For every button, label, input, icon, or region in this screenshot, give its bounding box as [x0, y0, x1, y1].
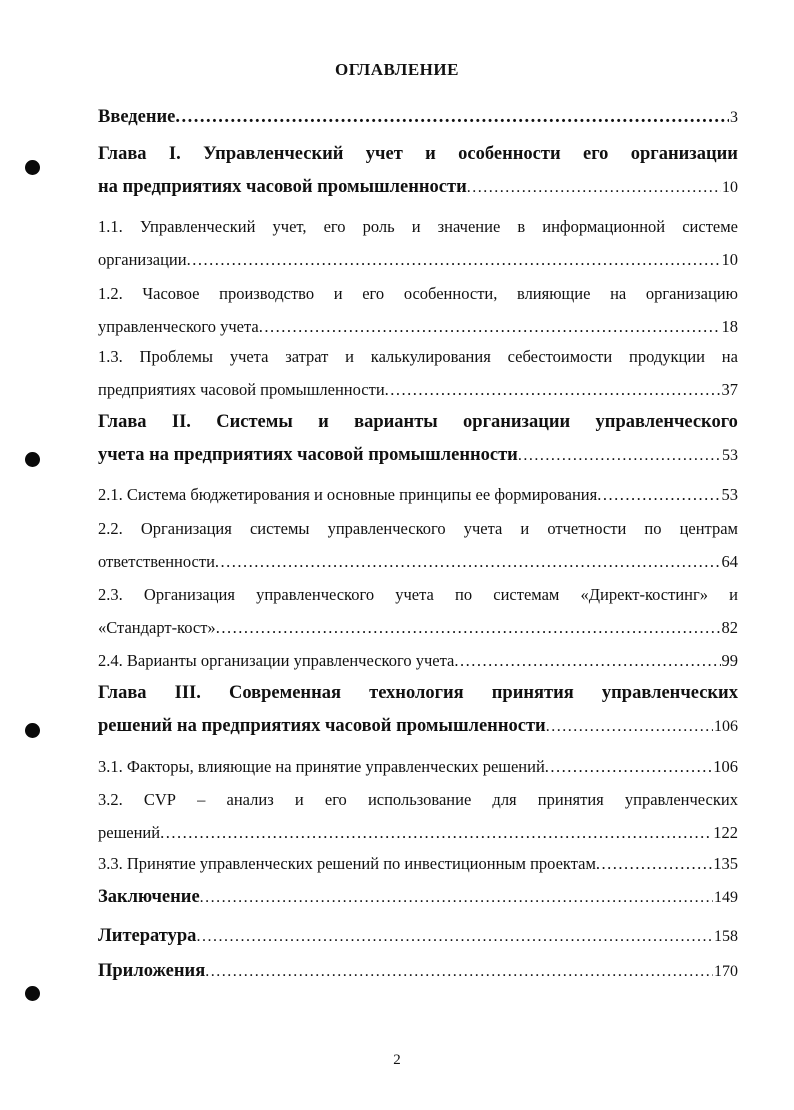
toc-entry-introduction — [98, 107, 738, 128]
lead-word: варианты — [354, 412, 438, 432]
lead-word: 1.2. — [98, 284, 123, 303]
lead-word: Проблемы — [139, 347, 214, 366]
entry-page: 135 — [713, 854, 738, 873]
lead-word: учета — [229, 347, 269, 366]
lead-word: 3.2. — [98, 790, 123, 809]
toc-line — [98, 716, 738, 737]
lead-word: затрат — [285, 347, 329, 366]
lead-word: управленческих — [601, 683, 738, 703]
toc-entry-section-1-1 — [98, 217, 738, 270]
lead-word: 2.3. — [98, 585, 123, 604]
entry-page: 149 — [714, 889, 738, 906]
leader-dots — [205, 963, 713, 981]
leader-dots — [597, 485, 720, 505]
lead-word: калькулирования — [370, 347, 491, 366]
lead-word: – — [197, 790, 206, 809]
lead-word: учет — [365, 144, 403, 164]
toc-entry-appendices — [98, 961, 738, 982]
toc-line — [98, 177, 738, 198]
lead-word: в — [517, 217, 526, 236]
lead-word: и — [294, 790, 304, 809]
entry-page: 106 — [713, 757, 738, 776]
lead-word: по — [455, 585, 473, 604]
leader-dots — [545, 757, 712, 777]
toc-line — [98, 887, 738, 908]
punch-hole — [25, 452, 40, 467]
entry-title: Литература — [98, 926, 197, 946]
entry-title: на предприятиях часовой промышленности — [98, 177, 467, 197]
page-number: 2 — [393, 1052, 401, 1068]
toc-entry-section-3-2 — [98, 790, 738, 843]
toc-line — [98, 618, 738, 638]
entry-page: 99 — [721, 651, 738, 670]
toc-line — [98, 651, 738, 671]
entry-title: 3.3. Принятие управленческих решений по инвестиционным проектам — [98, 854, 596, 873]
leader-dots — [216, 618, 721, 638]
lead-word: организации — [630, 144, 738, 164]
lead-word: управленческого — [327, 519, 446, 538]
lead-word: для — [492, 790, 517, 809]
entry-page: 170 — [714, 963, 738, 980]
lead-word: использование — [367, 790, 472, 809]
lead-word: организации — [463, 412, 571, 432]
toc-entry-chapter-3 — [98, 683, 738, 737]
entry-title: 2.4. Варианты организации управленческого учета — [98, 651, 455, 670]
lead-word: Современная — [228, 683, 342, 703]
lead-word: принятия — [491, 683, 574, 703]
lead-word: и — [425, 144, 436, 164]
entry-page: 64 — [721, 552, 738, 571]
toc-entry-chapter-1 — [98, 144, 738, 198]
toc-entry-section-2-4 — [98, 651, 738, 671]
lead-word: и — [729, 585, 738, 604]
toc-entry-section-1-3 — [98, 347, 738, 400]
leader-dots — [160, 823, 712, 843]
lead-word: производство — [219, 284, 315, 303]
toc-line — [98, 445, 738, 466]
lead-word: его — [362, 284, 385, 303]
leader-dots — [200, 889, 713, 907]
toc-entry-conclusion — [98, 887, 738, 908]
lead-word: влияющие — [517, 284, 591, 303]
lead-word: и — [318, 412, 329, 432]
entry-page: 37 — [721, 380, 738, 399]
lead-word: управленческого — [256, 585, 375, 604]
entry-title: Заключение — [98, 887, 200, 907]
entry-lead-line — [98, 284, 738, 304]
toc-line — [98, 317, 738, 337]
entry-lead-line — [98, 585, 738, 605]
lead-word: особенности, — [403, 284, 498, 303]
lead-word: центрам — [679, 519, 738, 538]
lead-word: CVP — [143, 790, 176, 809]
toc-line — [98, 757, 738, 777]
toc-line — [98, 485, 738, 505]
lead-word: управленческих — [624, 790, 738, 809]
lead-word: «Директ-костинг» — [580, 585, 708, 604]
entry-lead-line — [98, 412, 738, 433]
entry-title: ответственности — [98, 552, 215, 571]
lead-word: его — [324, 790, 347, 809]
lead-word: Организация — [140, 519, 232, 538]
punch-hole — [25, 160, 40, 175]
entry-title: решений на предприятиях часовой промышленности — [98, 716, 546, 736]
leader-dots — [196, 928, 713, 946]
entry-page: 3 — [730, 109, 738, 126]
lead-word: системам — [493, 585, 560, 604]
lead-word: II. — [171, 412, 191, 432]
entry-page: 82 — [721, 618, 738, 637]
toc-line — [98, 961, 738, 982]
toc-entry-section-2-1 — [98, 485, 738, 505]
toc-entry-section-2-3 — [98, 585, 738, 638]
punch-hole — [25, 723, 40, 738]
entry-title: Приложения — [98, 961, 206, 981]
toc-line — [98, 250, 738, 270]
entry-page: 106 — [714, 718, 738, 735]
lead-word: Глава — [98, 683, 147, 703]
lead-word: Глава — [98, 144, 147, 164]
toc-entry-section-3-1 — [98, 757, 738, 777]
entry-title: организации — [98, 250, 187, 269]
toc-entry-chapter-2 — [98, 412, 738, 466]
entry-lead-line — [98, 790, 738, 810]
lead-word: Управленческий — [139, 217, 256, 236]
lead-word: 1.1. — [98, 217, 123, 236]
lead-word: значение — [437, 217, 501, 236]
lead-word: Часовое — [142, 284, 200, 303]
entry-title: управленческого учета — [98, 317, 259, 336]
lead-word: системы — [249, 519, 310, 538]
leader-dots — [385, 380, 721, 400]
lead-word: 1.3. — [98, 347, 123, 366]
lead-word: отчетности — [547, 519, 627, 538]
punch-hole — [25, 986, 40, 1001]
entry-title: решений — [98, 823, 161, 842]
toc-line — [98, 823, 738, 843]
entry-lead-line — [98, 217, 738, 237]
lead-word: и — [333, 284, 343, 303]
lead-word: особенности — [458, 144, 561, 164]
entry-page: 53 — [721, 485, 738, 504]
entry-page: 10 — [722, 179, 738, 196]
entry-page: 122 — [713, 823, 738, 842]
lead-word: технология — [369, 683, 464, 703]
entry-lead-line — [98, 683, 738, 704]
lead-word: учета — [395, 585, 434, 604]
entry-title: 2.1. Система бюджетирования и основные принципы ее формирования — [98, 485, 598, 504]
lead-word: учет, — [272, 217, 307, 236]
leader-dots — [454, 651, 720, 671]
lead-word: организацию — [645, 284, 738, 303]
entry-title: «Стандарт-кост» — [98, 618, 216, 637]
entry-page: 18 — [721, 317, 738, 336]
lead-word: его — [583, 144, 609, 164]
lead-word: Глава — [98, 412, 147, 432]
entry-title: предприятиях часовой промышленности — [98, 380, 385, 399]
lead-word: 2.2. — [98, 519, 123, 538]
lead-word: себестоимости — [507, 347, 613, 366]
toc-line — [98, 854, 738, 874]
toc-line — [98, 926, 738, 947]
lead-word: III. — [174, 683, 201, 703]
entry-lead-line — [98, 144, 738, 165]
entry-title: Введение — [98, 107, 176, 127]
lead-word: на — [610, 284, 627, 303]
lead-word: анализ — [226, 790, 274, 809]
leader-dots — [518, 447, 721, 465]
lead-word: Организация — [143, 585, 235, 604]
lead-word: учета — [463, 519, 503, 538]
leader-dots — [546, 718, 713, 736]
lead-word: I. — [168, 144, 181, 164]
leader-dots — [259, 317, 721, 337]
toc-entry-section-2-2 — [98, 519, 738, 572]
entry-lead-line — [98, 519, 738, 539]
lead-word: Системы — [216, 412, 293, 432]
leader-dots — [467, 179, 721, 197]
lead-word: и — [345, 347, 355, 366]
lead-word: на — [721, 347, 738, 366]
toc-line — [98, 107, 738, 128]
lead-word: продукции — [629, 347, 706, 366]
lead-word: роль — [362, 217, 395, 236]
lead-word: информационной — [542, 217, 666, 236]
entry-page: 10 — [721, 250, 738, 269]
entry-page: 53 — [722, 447, 738, 464]
leader-dots — [596, 854, 712, 874]
lead-word: его — [323, 217, 346, 236]
toc-entry-literature — [98, 926, 738, 947]
lead-word: системе — [682, 217, 738, 236]
toc-entry-section-3-3 — [98, 854, 738, 874]
entry-page: 158 — [714, 928, 738, 945]
leader-dots — [215, 552, 721, 572]
leader-dots — [187, 250, 721, 270]
toc-entry-section-1-2 — [98, 284, 738, 337]
lead-word: управленческого — [595, 412, 738, 432]
lead-word: Управленческий — [203, 144, 344, 164]
toc-line — [98, 380, 738, 400]
lead-word: и — [411, 217, 421, 236]
lead-word: и — [520, 519, 530, 538]
lead-word: по — [644, 519, 662, 538]
entry-title: 3.1. Факторы, влияющие на принятие управленческих решений — [98, 757, 545, 776]
toc-line — [98, 552, 738, 572]
leader-dots — [175, 107, 729, 128]
toc-title: ОГЛАВЛЕНИЕ — [335, 60, 459, 79]
lead-word: принятия — [537, 790, 604, 809]
entry-lead-line — [98, 347, 738, 367]
entry-title: учета на предприятиях часовой промышленности — [98, 445, 518, 465]
